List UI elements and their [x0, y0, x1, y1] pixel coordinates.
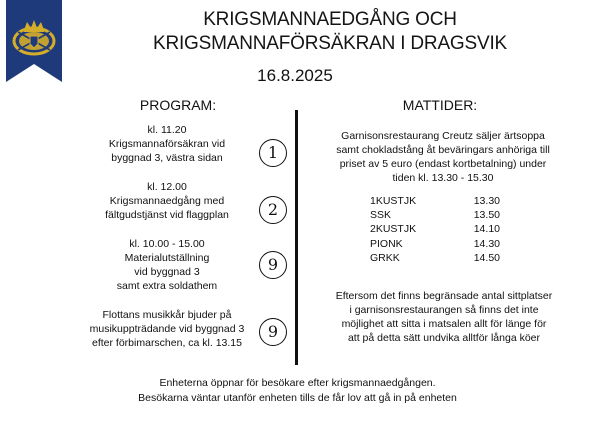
page-title	[120, 8, 540, 56]
program-item-1-line: byggnad 3, västra sidan	[111, 152, 223, 164]
military-crest-emblem	[6, 0, 62, 82]
program-item-4-line: Flottans musikkår bjuder på	[102, 309, 232, 321]
footer-note	[40, 376, 555, 406]
program-item-2	[82, 180, 252, 222]
seating-note-line: i garnisonsrestaurangen så finns det inte	[349, 304, 539, 316]
program-item-3-time: kl. 10.00 - 15.00	[129, 238, 205, 250]
seating-note-line: Eftersom det finns begränsade antal sittplatser	[335, 290, 553, 302]
meal-time: 14.30	[473, 237, 500, 250]
program-item-1-time: kl. 11.20	[147, 124, 187, 136]
program-item-3-line: vid byggnad 3	[134, 266, 200, 278]
footer-line-1: Enheterna öppnar för besökare efter krigsmannaedgången.	[159, 377, 436, 389]
program-item-2-time: kl. 12.00	[147, 181, 187, 193]
meal-time: 13.50	[473, 209, 500, 222]
meal-intro-line: Garnisonsrestaurang Creutz säljer ärtsoppa	[341, 130, 545, 142]
program-item-2-line: fältgudstjänst vid flaggplan	[105, 209, 229, 221]
program-item-4-line: efter förbimarschen, ca kl. 13.15	[92, 337, 242, 349]
program-item-3	[82, 237, 252, 293]
meal-intro-text	[312, 129, 574, 185]
meal-schedule-row	[370, 237, 500, 251]
meal-time: 14.10	[473, 223, 500, 236]
meal-intro-line: priset av 5 euro (endast kortbetalning) under	[339, 158, 547, 170]
program-item-4-line: musikuppträdande vid byggnad 3	[89, 323, 245, 335]
meal-schedule-row	[370, 222, 500, 236]
unit-name: PIONK	[370, 237, 403, 250]
program-item-2-line: Krigsmannaedgång med	[109, 195, 225, 207]
program-item-3-line: Materialutställning	[124, 252, 210, 264]
meal-intro-line: samt chokladstång åt beväringars anhöriga till	[336, 144, 550, 156]
location-number-badge: 1	[259, 139, 287, 167]
column-divider	[295, 110, 298, 365]
program-item-4	[78, 308, 256, 350]
meal-schedule-row	[370, 251, 500, 265]
unit-name: 2KUSTJK	[370, 223, 417, 236]
program-item-3-line: samt extra soldathem	[116, 280, 218, 292]
unit-name: 1KUSTJK	[370, 195, 417, 207]
location-number-badge: 9	[259, 318, 287, 346]
event-date: 16.8.2025	[257, 66, 333, 85]
meal-times-heading: MATTIDER:	[402, 97, 478, 113]
footer-line-2: Besökarna väntar utanför enheten tills de får lov att gå in på enheten	[138, 392, 457, 404]
program-item-1	[82, 123, 252, 165]
crest-icon	[6, 0, 62, 82]
unit-name: GRKK	[370, 251, 400, 264]
title-line-2: KRIGSMANNAFÖRSÄKRAN I DRAGSVIK	[152, 33, 507, 54]
meal-schedule-table	[370, 194, 500, 265]
unit-name: SSK	[370, 209, 392, 222]
seating-note-line: möjlighet att sitta i matsalen allt för länge för	[341, 318, 547, 330]
meal-schedule-row	[370, 194, 500, 208]
location-number-badge: 9	[259, 251, 287, 279]
seating-note-line: att på detta sätt undvika alltför långa köer	[347, 332, 541, 344]
location-number-badge: 2	[259, 196, 287, 224]
program-heading: PROGRAM:	[139, 97, 217, 113]
meal-intro-line: tiden kl. 13.30 - 15.30	[392, 172, 494, 184]
meal-time: 14.50	[473, 251, 500, 264]
program-item-1-line: Krigsmannaförsäkran vid	[108, 138, 226, 150]
seating-note	[308, 289, 580, 345]
meal-schedule-row	[370, 208, 500, 222]
title-line-1: KRIGSMANNAEDGÅNG OCH	[203, 9, 457, 30]
meal-time: 13.30	[473, 195, 500, 207]
